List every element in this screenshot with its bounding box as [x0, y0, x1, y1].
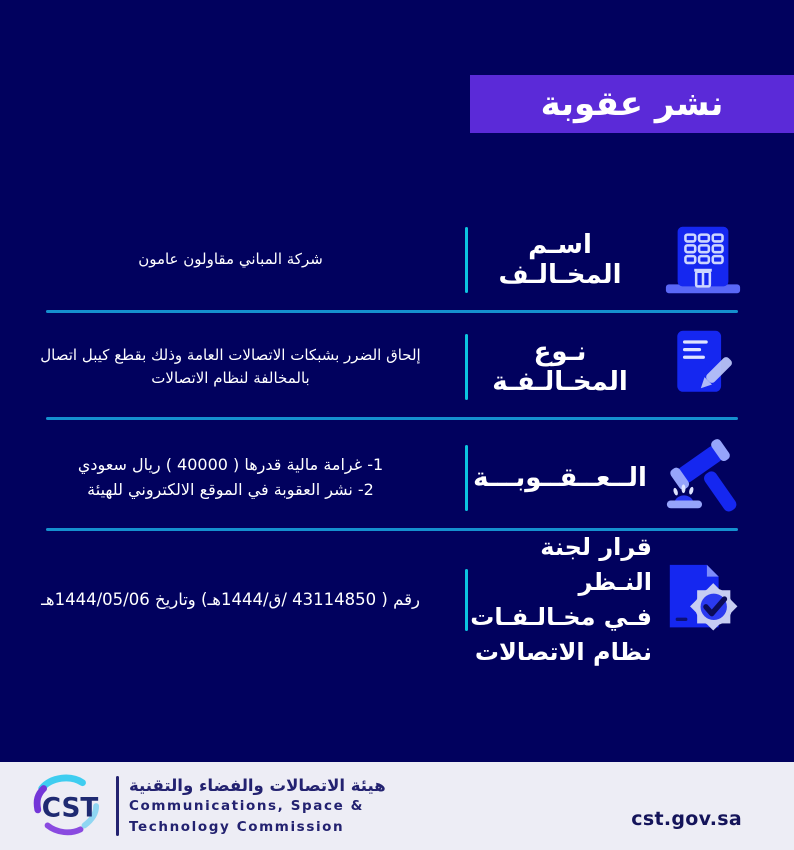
row-separator	[46, 310, 738, 313]
cst-logo	[28, 771, 104, 841]
org-name-english-line2: Technology Commission	[129, 818, 345, 835]
row-separator	[46, 417, 738, 420]
label-divider	[465, 227, 468, 293]
building-icon	[658, 219, 748, 301]
violator-name-label: اسـم المخـالـف	[498, 230, 622, 290]
org-name-english-line1: Communications, Space &	[129, 797, 365, 814]
row-violator-name	[0, 210, 794, 310]
row-penalty	[0, 430, 794, 526]
website-url: cst.gov.sa	[631, 808, 742, 830]
footer-divider	[116, 776, 119, 836]
cst-logo-text: CST	[41, 793, 99, 824]
document-pen-icon	[658, 327, 748, 407]
penalty-label: الــعــقــوبـــة	[473, 463, 647, 493]
decision-value: رقم ( 43114850 /ق/1444هـ) وتاريخ 1444/05/06هـ	[41, 590, 420, 610]
decision-label: قرار لجنة النـظر فـي مخـالـفـات نظام الاتصالات	[470, 533, 652, 666]
label-divider	[465, 569, 468, 631]
label-divider	[465, 334, 468, 400]
row-decision	[0, 533, 794, 666]
label-divider	[465, 445, 468, 511]
penalty-value	[0, 453, 461, 503]
penalty-item-1: 1- غرامة مالية قدرها ( 40000 ) ريال سعودي	[77, 455, 384, 475]
violator-name-value: شركة المباني مقاولون عامون	[138, 250, 323, 269]
violation-type-label: نـوع المخـالـفـة	[492, 337, 628, 397]
decision-check-icon	[658, 559, 748, 641]
violation-type-value: إلحاق الضرر بشبكات الاتصالات العامة وذلك بقطع كيبل اتصال بالمخالفة لنظام الاتصالات	[40, 345, 421, 387]
banner-title: نشر عقوبة	[470, 75, 794, 133]
footer	[0, 762, 794, 850]
penalty-item-2: 2- نشر العقوبة في الموقع الالكتروني للهيئة	[87, 480, 374, 499]
org-name-block	[129, 776, 386, 837]
row-violation-type	[0, 318, 794, 416]
org-name-arabic: هيئة الاتصالات والفضاء والتقنية	[129, 775, 386, 795]
gavel-icon	[658, 437, 748, 519]
